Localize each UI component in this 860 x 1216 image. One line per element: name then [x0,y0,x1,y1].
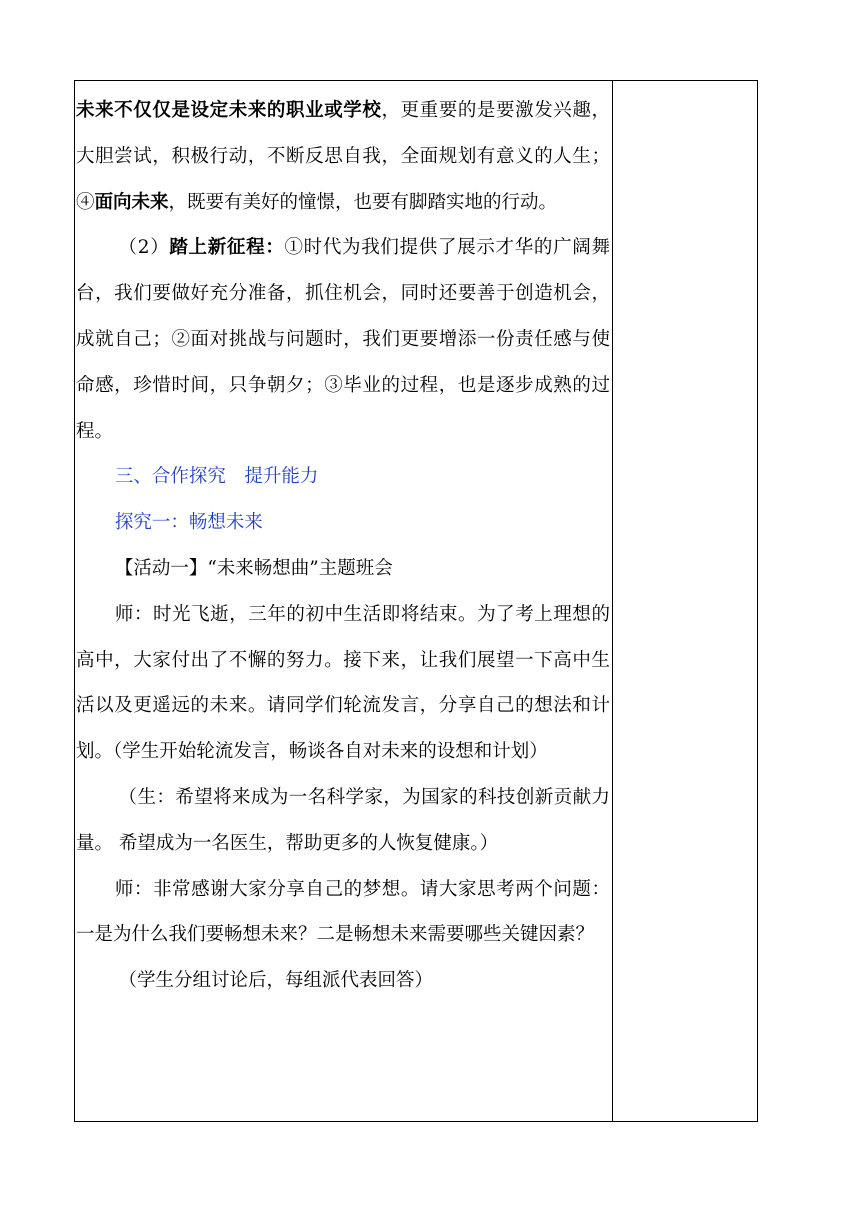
bold-phrase: 踏上新征程： [169,237,285,259]
bold-phrase: 面向未来 [94,191,169,213]
main-cell [76,88,610,1004]
paragraph-future [76,88,610,225]
inquiry-heading: 探究一：畅想未来 [114,512,263,534]
student-paragraph-2: （学生分组讨论后，每组派代表回答） [118,970,434,992]
paragraph-new-journey [76,225,610,454]
activity-title: 【活动一】“未来畅想曲”主题班会 [114,557,393,579]
section-heading: 三、合作探究 提升能力 [114,466,319,488]
student-paragraph-1: （生：希望将来成为一名科学家，为国家的科技创新贡献力量。 希望成为一名医生，帮助更多的人恢复健康。） [76,786,610,854]
teacher-paragraph-1: 师：时光飞逝，三年的初中生活即将结束。为了考上理想的高中，大家付出了不懈的努力。接下来，让我们展望一下高中生活以及更遥远的未来。请同学们轮流发言，分享自己的想法和计划。（学生开始轮流发言，畅谈各自对未来的设想和计划） [76,603,610,763]
paragraph-text: ，既要有美好的憧憬，也要有脚踏实地的行动。 [168,191,558,213]
bold-phrase: 未来不仅仅是设定未来的职业或学校 [76,100,382,121]
paragraph-text: ，更重要的是要激发兴趣，大胆尝试，积极行动，不断反思自我，全面规划有意义的人生；④ [76,100,610,213]
column-divider [612,80,613,1122]
paragraph-prefix: （2） [118,237,170,259]
paragraph-text: ①时代为我们提供了展示才华的广阔舞台，我们要做好充分准备，抓住机会，同时还要善于创造机会，成就自己；②面对挑战与问题时，我们更要增添一份责任感与使命感，珍惜时间，只争朝夕；③毕业的过程，也是逐步成熟的过程。 [76,237,610,442]
teacher-paragraph-2: 师：非常感谢大家分享自己的梦想。请大家思考两个问题：一是为什么我们要畅想未来？二是畅想未来需要哪些关键因素？ [76,878,610,946]
